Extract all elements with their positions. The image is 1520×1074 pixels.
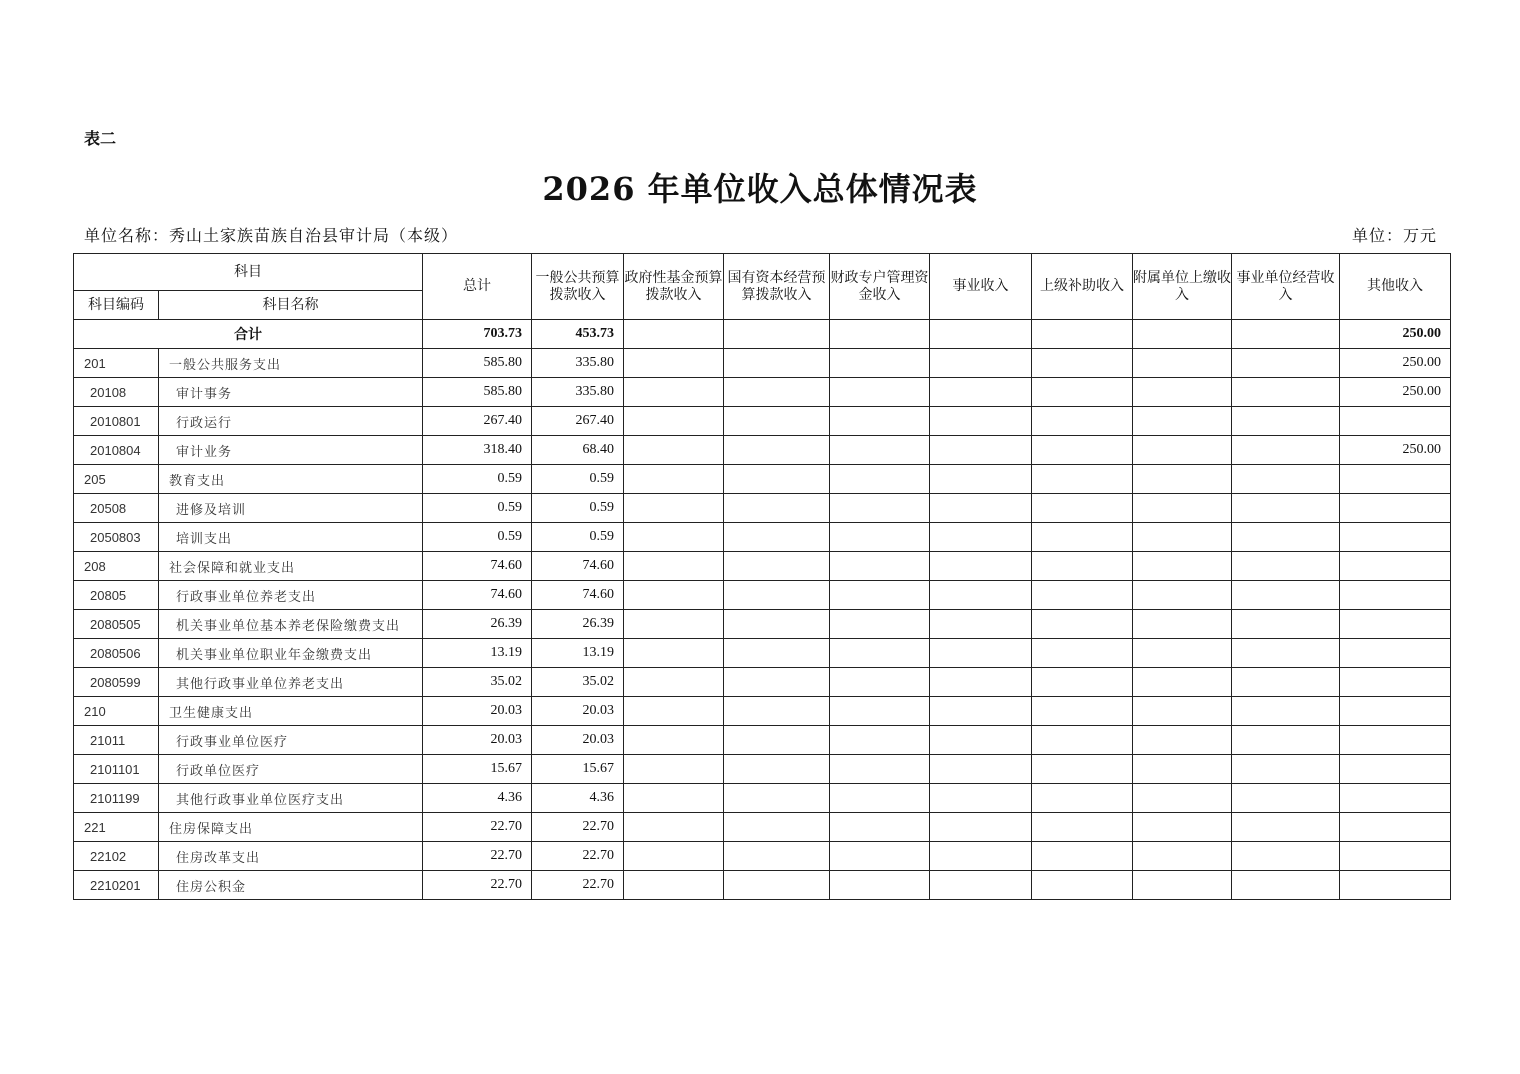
operating-cell (1232, 784, 1340, 813)
state-capital-cell (724, 784, 830, 813)
operating-cell (1232, 871, 1340, 900)
superior-cell (1032, 378, 1133, 407)
total-row-gov-fund (624, 320, 724, 349)
superior-cell (1032, 349, 1133, 378)
total-cell: 585.80 (423, 378, 532, 407)
subject-name: 机关事业单位基本养老保险缴费支出 (159, 610, 423, 639)
fiscal-special-cell (830, 465, 930, 494)
gov-fund-cell (624, 639, 724, 668)
header-business-income: 事业收入 (930, 254, 1032, 320)
state-capital-cell (724, 552, 830, 581)
gov-fund-cell (624, 581, 724, 610)
total-cell: 585.80 (423, 349, 532, 378)
state-capital-cell (724, 610, 830, 639)
other-income-cell (1340, 581, 1451, 610)
total-cell: 0.59 (423, 465, 532, 494)
business-cell (930, 610, 1032, 639)
header-state-capital: 国有资本经营预算拨款收入 (724, 254, 830, 320)
total-cell: 13.19 (423, 639, 532, 668)
other-income-cell (1340, 465, 1451, 494)
table-row (74, 610, 1451, 639)
subject-name: 进修及培训 (159, 494, 423, 523)
superior-cell (1032, 494, 1133, 523)
subject-name: 机关事业单位职业年金缴费支出 (159, 639, 423, 668)
gov-fund-cell (624, 755, 724, 784)
operating-cell (1232, 668, 1340, 697)
subject-code: 210 (74, 697, 159, 726)
table-row (74, 697, 1451, 726)
subject-code: 221 (74, 813, 159, 842)
superior-cell (1032, 523, 1133, 552)
general-budget-cell: 20.03 (532, 697, 624, 726)
affiliated-cell (1133, 639, 1232, 668)
business-cell (930, 668, 1032, 697)
state-capital-cell (724, 407, 830, 436)
other-income-cell (1340, 842, 1451, 871)
fiscal-special-cell (830, 842, 930, 871)
general-budget-cell: 68.40 (532, 436, 624, 465)
fiscal-special-cell (830, 639, 930, 668)
gov-fund-cell (624, 697, 724, 726)
fiscal-special-cell (830, 581, 930, 610)
unit-name: 单位名称：秀山土家族苗族自治县审计局（本级） (84, 226, 459, 245)
header-superior-subsidy: 上级补助收入 (1032, 254, 1133, 320)
state-capital-cell (724, 668, 830, 697)
subject-code: 2010804 (74, 436, 159, 465)
affiliated-cell (1133, 436, 1232, 465)
operating-cell (1232, 407, 1340, 436)
subject-code: 20508 (74, 494, 159, 523)
total-cell: 22.70 (423, 871, 532, 900)
state-capital-cell (724, 523, 830, 552)
total-cell: 22.70 (423, 813, 532, 842)
business-cell (930, 349, 1032, 378)
business-cell (930, 407, 1032, 436)
subject-code: 205 (74, 465, 159, 494)
superior-cell (1032, 552, 1133, 581)
header-subject-code: 科目编码 (74, 291, 159, 320)
state-capital-cell (724, 755, 830, 784)
total-row-operating (1232, 320, 1340, 349)
other-income-cell (1340, 494, 1451, 523)
gov-fund-cell (624, 378, 724, 407)
table-row (74, 726, 1451, 755)
header-gov-fund: 政府性基金预算拨款收入 (624, 254, 724, 320)
total-cell: 15.67 (423, 755, 532, 784)
general-budget-cell: 4.36 (532, 784, 624, 813)
business-cell (930, 494, 1032, 523)
general-budget-cell: 26.39 (532, 610, 624, 639)
affiliated-cell (1133, 842, 1232, 871)
general-budget-cell: 35.02 (532, 668, 624, 697)
table-row (74, 523, 1451, 552)
other-income-cell (1340, 639, 1451, 668)
affiliated-cell (1133, 668, 1232, 697)
table-row (74, 639, 1451, 668)
gov-fund-cell (624, 871, 724, 900)
subject-name: 住房公积金 (159, 871, 423, 900)
gov-fund-cell (624, 436, 724, 465)
general-budget-cell: 15.67 (532, 755, 624, 784)
subject-code: 2101101 (74, 755, 159, 784)
table-label: 表二 (84, 129, 117, 148)
fiscal-special-cell (830, 349, 930, 378)
gov-fund-cell (624, 726, 724, 755)
state-capital-cell (724, 378, 830, 407)
other-income-cell (1340, 726, 1451, 755)
table-row (74, 552, 1451, 581)
other-income-cell: 250.00 (1340, 349, 1451, 378)
affiliated-cell (1133, 726, 1232, 755)
business-cell (930, 755, 1032, 784)
business-cell (930, 639, 1032, 668)
subject-code: 21011 (74, 726, 159, 755)
affiliated-cell (1133, 784, 1232, 813)
subject-name: 培训支出 (159, 523, 423, 552)
page-title: 2026 年单位收入总体情况表 (542, 170, 978, 208)
header-total: 总计 (423, 254, 532, 320)
subject-code: 2080506 (74, 639, 159, 668)
affiliated-cell (1133, 581, 1232, 610)
fiscal-special-cell (830, 755, 930, 784)
subject-code: 2101199 (74, 784, 159, 813)
gov-fund-cell (624, 407, 724, 436)
state-capital-cell (724, 813, 830, 842)
general-budget-cell: 13.19 (532, 639, 624, 668)
state-capital-cell (724, 871, 830, 900)
other-income-cell (1340, 668, 1451, 697)
fiscal-special-cell (830, 813, 930, 842)
subject-code: 2050803 (74, 523, 159, 552)
superior-cell (1032, 784, 1133, 813)
affiliated-cell (1133, 552, 1232, 581)
superior-cell (1032, 697, 1133, 726)
header-affiliated-income: 附属单位上缴收入 (1133, 254, 1232, 320)
state-capital-cell (724, 465, 830, 494)
superior-cell (1032, 668, 1133, 697)
other-income-cell (1340, 552, 1451, 581)
business-cell (930, 465, 1032, 494)
business-cell (930, 813, 1032, 842)
superior-cell (1032, 436, 1133, 465)
total-row-affiliated (1133, 320, 1232, 349)
total-row-state-capital (724, 320, 830, 349)
subject-name: 教育支出 (159, 465, 423, 494)
header-operating-income: 事业单位经营收入 (1232, 254, 1340, 320)
superior-cell (1032, 726, 1133, 755)
state-capital-cell (724, 581, 830, 610)
fiscal-special-cell (830, 610, 930, 639)
header-fiscal-special: 财政专户管理资金收入 (830, 254, 930, 320)
subject-code: 2010801 (74, 407, 159, 436)
subject-name: 住房保障支出 (159, 813, 423, 842)
income-table (73, 253, 1451, 900)
total-cell: 74.60 (423, 552, 532, 581)
total-cell: 74.60 (423, 581, 532, 610)
business-cell (930, 581, 1032, 610)
superior-cell (1032, 465, 1133, 494)
table-row (74, 581, 1451, 610)
total-row-superior (1032, 320, 1133, 349)
gov-fund-cell (624, 784, 724, 813)
table-row (74, 784, 1451, 813)
affiliated-cell (1133, 494, 1232, 523)
total-cell: 22.70 (423, 842, 532, 871)
general-budget-cell: 22.70 (532, 813, 624, 842)
subject-name: 行政运行 (159, 407, 423, 436)
table-row (74, 668, 1451, 697)
table-row (74, 871, 1451, 900)
subject-code: 20805 (74, 581, 159, 610)
business-cell (930, 552, 1032, 581)
subject-name: 住房改革支出 (159, 842, 423, 871)
operating-cell (1232, 610, 1340, 639)
subject-name: 审计业务 (159, 436, 423, 465)
fiscal-special-cell (830, 552, 930, 581)
total-cell: 0.59 (423, 494, 532, 523)
total-cell: 4.36 (423, 784, 532, 813)
total-cell: 26.39 (423, 610, 532, 639)
state-capital-cell (724, 697, 830, 726)
affiliated-cell (1133, 378, 1232, 407)
total-cell: 0.59 (423, 523, 532, 552)
business-cell (930, 523, 1032, 552)
fiscal-special-cell (830, 668, 930, 697)
operating-cell (1232, 465, 1340, 494)
state-capital-cell (724, 349, 830, 378)
general-budget-cell: 22.70 (532, 871, 624, 900)
operating-cell (1232, 349, 1340, 378)
operating-cell (1232, 552, 1340, 581)
business-cell (930, 697, 1032, 726)
superior-cell (1032, 871, 1133, 900)
subject-code: 2080505 (74, 610, 159, 639)
gov-fund-cell (624, 349, 724, 378)
total-cell: 35.02 (423, 668, 532, 697)
operating-cell (1232, 639, 1340, 668)
affiliated-cell (1133, 871, 1232, 900)
state-capital-cell (724, 842, 830, 871)
operating-cell (1232, 523, 1340, 552)
unit-of-measure: 单位：万元 (1352, 226, 1438, 245)
affiliated-cell (1133, 755, 1232, 784)
total-cell: 267.40 (423, 407, 532, 436)
fiscal-special-cell (830, 407, 930, 436)
table-row (74, 842, 1451, 871)
superior-cell (1032, 813, 1133, 842)
operating-cell (1232, 494, 1340, 523)
table-row (74, 378, 1451, 407)
general-budget-cell: 0.59 (532, 494, 624, 523)
superior-cell (1032, 407, 1133, 436)
general-budget-cell: 335.80 (532, 378, 624, 407)
other-income-cell (1340, 523, 1451, 552)
operating-cell (1232, 436, 1340, 465)
gov-fund-cell (624, 668, 724, 697)
business-cell (930, 726, 1032, 755)
operating-cell (1232, 378, 1340, 407)
general-budget-cell: 22.70 (532, 842, 624, 871)
other-income-cell (1340, 871, 1451, 900)
general-budget-cell: 0.59 (532, 523, 624, 552)
header-other-income: 其他收入 (1340, 254, 1451, 320)
total-row-other: 250.00 (1340, 320, 1451, 349)
table-row (74, 813, 1451, 842)
subject-name: 社会保障和就业支出 (159, 552, 423, 581)
business-cell (930, 378, 1032, 407)
gov-fund-cell (624, 494, 724, 523)
superior-cell (1032, 842, 1133, 871)
other-income-cell (1340, 813, 1451, 842)
subject-name: 行政单位医疗 (159, 755, 423, 784)
business-cell (930, 871, 1032, 900)
operating-cell (1232, 813, 1340, 842)
business-cell (930, 784, 1032, 813)
business-cell (930, 436, 1032, 465)
subject-code: 22102 (74, 842, 159, 871)
total-row-general: 453.73 (532, 320, 624, 349)
general-budget-cell: 0.59 (532, 465, 624, 494)
fiscal-special-cell (830, 784, 930, 813)
table-row (74, 349, 1451, 378)
table-row (74, 436, 1451, 465)
other-income-cell (1340, 407, 1451, 436)
general-budget-cell: 74.60 (532, 552, 624, 581)
operating-cell (1232, 842, 1340, 871)
general-budget-cell: 20.03 (532, 726, 624, 755)
gov-fund-cell (624, 523, 724, 552)
total-row-fiscal-special (830, 320, 930, 349)
total-cell: 20.03 (423, 697, 532, 726)
gov-fund-cell (624, 813, 724, 842)
business-cell (930, 842, 1032, 871)
subject-code: 20108 (74, 378, 159, 407)
header-subject: 科目 (74, 254, 423, 291)
superior-cell (1032, 639, 1133, 668)
gov-fund-cell (624, 842, 724, 871)
gov-fund-cell (624, 552, 724, 581)
gov-fund-cell (624, 610, 724, 639)
state-capital-cell (724, 436, 830, 465)
subject-name: 行政事业单位医疗 (159, 726, 423, 755)
other-income-cell: 250.00 (1340, 436, 1451, 465)
general-budget-cell: 267.40 (532, 407, 624, 436)
total-cell: 20.03 (423, 726, 532, 755)
fiscal-special-cell (830, 378, 930, 407)
total-row-label: 合计 (74, 320, 423, 349)
other-income-cell: 250.00 (1340, 378, 1451, 407)
table-row (74, 407, 1451, 436)
subject-code: 208 (74, 552, 159, 581)
subject-name: 其他行政事业单位医疗支出 (159, 784, 423, 813)
operating-cell (1232, 726, 1340, 755)
subject-name: 一般公共服务支出 (159, 349, 423, 378)
subject-code: 201 (74, 349, 159, 378)
fiscal-special-cell (830, 871, 930, 900)
total-row-total: 703.73 (423, 320, 532, 349)
fiscal-special-cell (830, 726, 930, 755)
header-subject-name: 科目名称 (159, 291, 423, 320)
subject-name: 审计事务 (159, 378, 423, 407)
subject-name: 行政事业单位养老支出 (159, 581, 423, 610)
fiscal-special-cell (830, 523, 930, 552)
other-income-cell (1340, 755, 1451, 784)
other-income-cell (1340, 784, 1451, 813)
general-budget-cell: 335.80 (532, 349, 624, 378)
operating-cell (1232, 755, 1340, 784)
general-budget-cell: 74.60 (532, 581, 624, 610)
affiliated-cell (1133, 813, 1232, 842)
other-income-cell (1340, 610, 1451, 639)
other-income-cell (1340, 697, 1451, 726)
affiliated-cell (1133, 610, 1232, 639)
total-row-business (930, 320, 1032, 349)
superior-cell (1032, 581, 1133, 610)
total-row (74, 320, 1451, 349)
subject-code: 2210201 (74, 871, 159, 900)
subject-code: 2080599 (74, 668, 159, 697)
superior-cell (1032, 755, 1133, 784)
operating-cell (1232, 581, 1340, 610)
table-row (74, 755, 1451, 784)
header-general-budget: 一般公共预算拨款收入 (532, 254, 624, 320)
fiscal-special-cell (830, 494, 930, 523)
fiscal-special-cell (830, 697, 930, 726)
fiscal-special-cell (830, 436, 930, 465)
affiliated-cell (1133, 349, 1232, 378)
affiliated-cell (1133, 465, 1232, 494)
table-row (74, 465, 1451, 494)
state-capital-cell (724, 494, 830, 523)
state-capital-cell (724, 639, 830, 668)
table-row (74, 494, 1451, 523)
subject-name: 卫生健康支出 (159, 697, 423, 726)
affiliated-cell (1133, 697, 1232, 726)
subject-name: 其他行政事业单位养老支出 (159, 668, 423, 697)
state-capital-cell (724, 726, 830, 755)
superior-cell (1032, 610, 1133, 639)
gov-fund-cell (624, 465, 724, 494)
operating-cell (1232, 697, 1340, 726)
total-cell: 318.40 (423, 436, 532, 465)
affiliated-cell (1133, 407, 1232, 436)
affiliated-cell (1133, 523, 1232, 552)
